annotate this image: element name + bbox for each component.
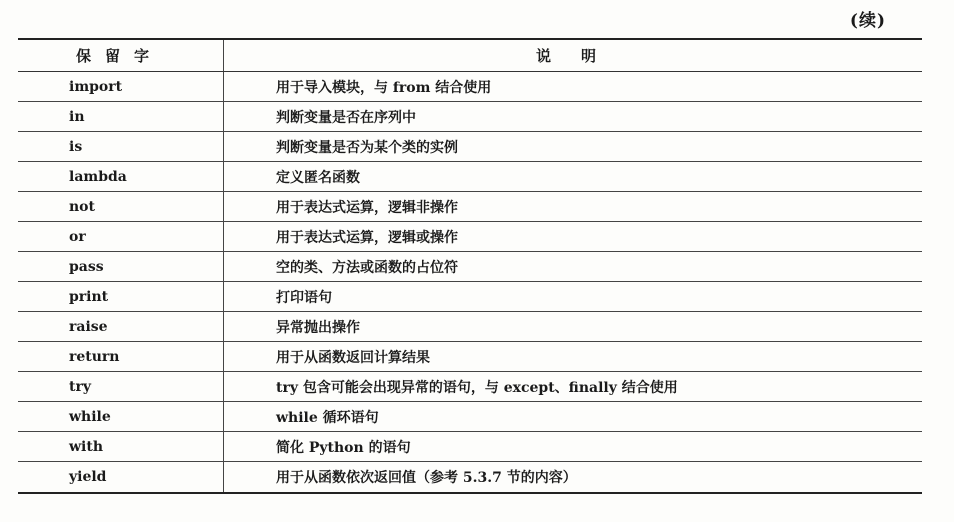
table-row: [18, 222, 922, 252]
table-row: [18, 312, 922, 342]
table-row: [18, 102, 922, 132]
description-cell: 定义匿名函数: [276, 169, 360, 186]
table-header-row: [18, 40, 922, 72]
table-row: [18, 402, 922, 432]
description-cell: try 包含可能会出现异常的语句，与 except、finally 结合使用: [276, 379, 678, 396]
table-row: [18, 252, 922, 282]
description-cell: 用于从函数依次返回值（参考 5.3.7 节的内容）: [276, 470, 577, 486]
keyword-cell: raise: [18, 312, 224, 341]
table-row: [18, 462, 922, 492]
description-cell: 用于表达式运算，逻辑或操作: [276, 229, 458, 246]
table-row: [18, 72, 922, 102]
table-row: [18, 162, 922, 192]
keyword-cell: or: [18, 222, 224, 251]
keyword-cell: pass: [18, 252, 224, 281]
description-cell: while 循环语句: [276, 409, 379, 426]
table-row: [18, 132, 922, 162]
keyword-cell: return: [18, 342, 224, 371]
keyword-cell: import: [18, 72, 224, 101]
table-row: [18, 192, 922, 222]
description-cell: 空的类、方法或函数的占位符: [276, 259, 458, 276]
keyword-cell: not: [18, 192, 224, 221]
keyword-cell: while: [18, 402, 224, 431]
header-description: 说明: [536, 47, 627, 65]
description-cell: 判断变量是否为某个类的实例: [276, 139, 458, 156]
continued-label: (续): [849, 11, 886, 31]
description-cell: 异常抛出操作: [276, 319, 360, 336]
table-body: [18, 72, 922, 492]
description-cell: 用于表达式运算，逻辑非操作: [276, 199, 458, 216]
description-cell: 打印语句: [276, 289, 332, 306]
keyword-table: [18, 38, 922, 494]
keyword-cell: yield: [18, 462, 224, 492]
keyword-cell: is: [18, 132, 224, 161]
keyword-cell: lambda: [18, 162, 224, 191]
table-row: [18, 432, 922, 462]
keyword-cell: with: [18, 432, 224, 461]
table-row: [18, 282, 922, 312]
header-keyword: 保留字: [18, 40, 224, 71]
table-row: [18, 372, 922, 402]
keyword-cell: try: [18, 372, 224, 401]
keyword-cell: in: [18, 102, 224, 131]
description-cell: 用于导入模块，与 from 结合使用: [276, 79, 492, 96]
description-cell: 用于从函数返回计算结果: [276, 349, 430, 366]
description-cell: 简化 Python 的语句: [276, 439, 411, 456]
description-cell: 判断变量是否在序列中: [276, 109, 416, 126]
table-row: [18, 342, 922, 372]
keyword-cell: print: [18, 282, 224, 311]
